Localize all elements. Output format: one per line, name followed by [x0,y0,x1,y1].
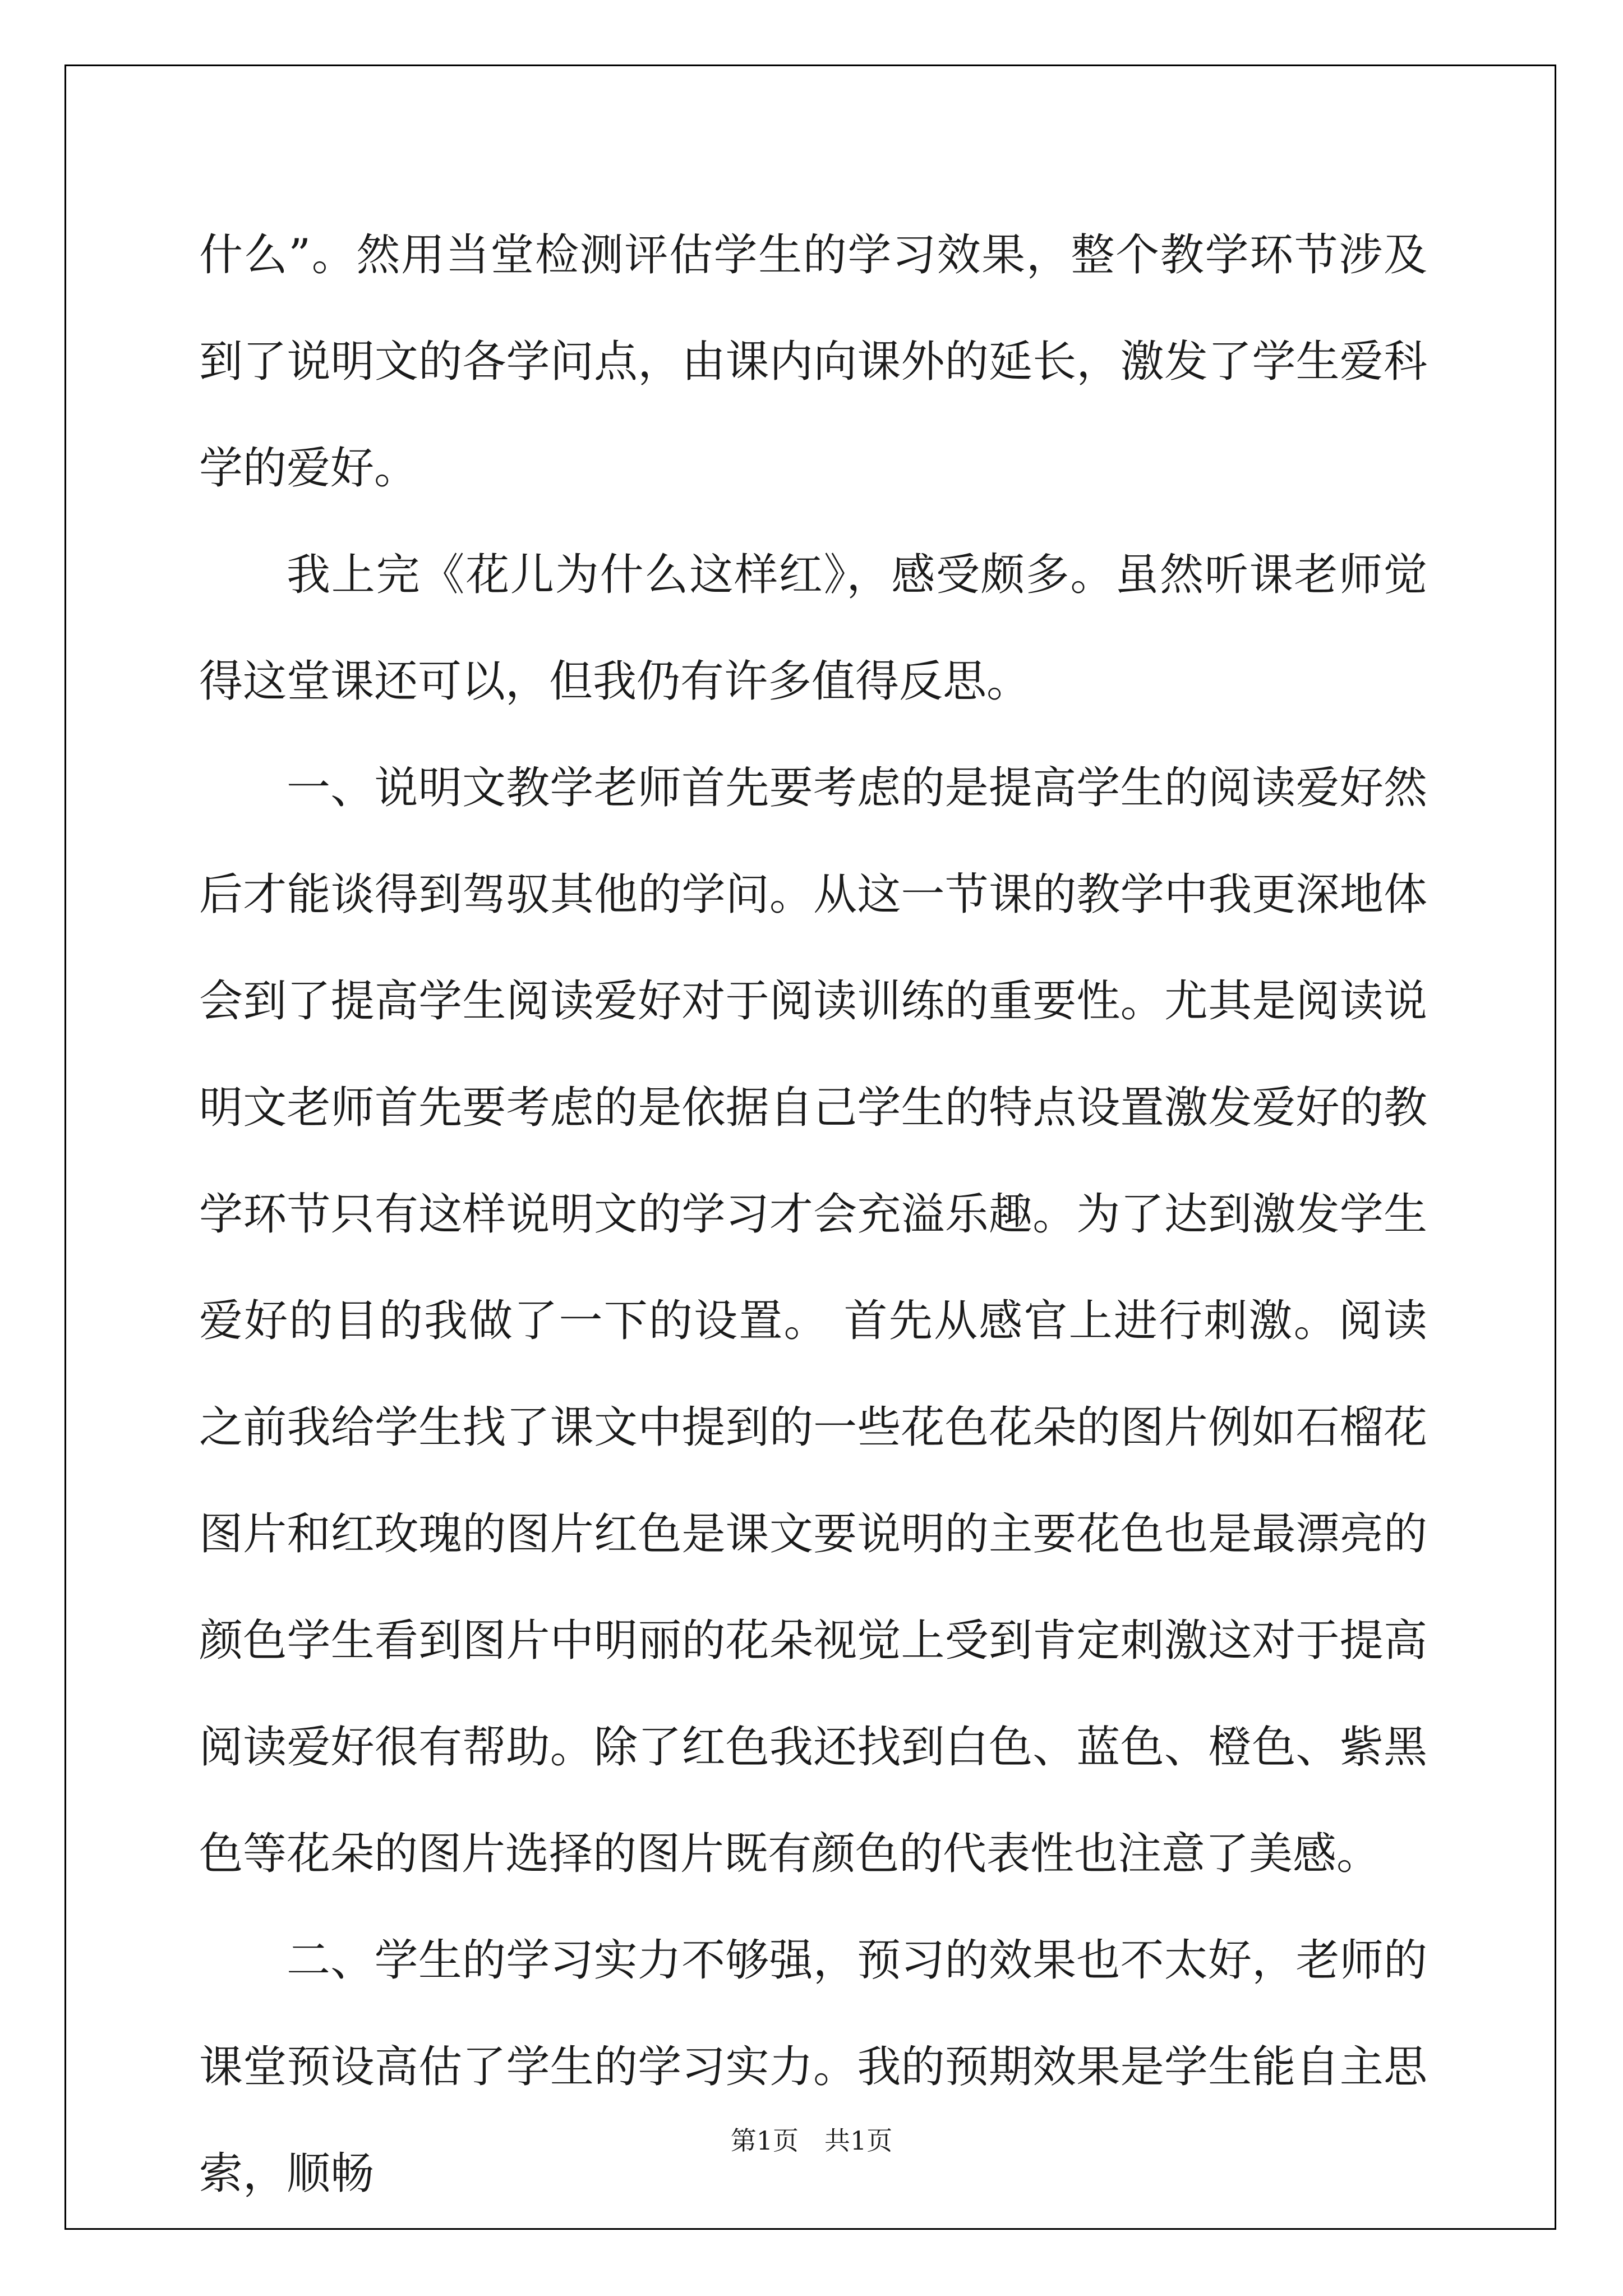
paragraph-3: 一、说明文教学老师首先要考虑的是提高学生的阅读爱好然后才能谈得到驾驭其他的学问。从这一节课的教学中我更深地体会到了提高学生阅读爱好对于阅读训练的重要性。尤其是阅读说明文老师首先要考虑的是依据自己学生的特点设置激发爱好的教学环节只有这样说明文的学习才会充溢乐趣。为了达到激发学生爱好的目的我做了一下的设置。 首先从感官上进行刺激。阅读之前我给学生找了课文中提到的一些花色花朵的图片例如石榴花图片和红玫瑰的图片红色是课文要说明的主要花色也是最漂亮的颜色学生看到图片中明丽的花朵视觉上受到肯定刺激这对于提高阅读爱好很有帮助。除了红色我还找到白色、蓝色、橙色、紫黑色等花朵的图片选择的图片既有颜色的代表性也注意了美感。 [199,763,1427,1879]
page-number-footer: 第1页 共1页 [730,2125,893,2156]
document-body [199,202,1427,2227]
paragraph-1: 什么”。然用当堂检测评估学生的学习效果，整个教学环节涉及到了说明文的各学问点，由课内向课外的延长，激发了学生爱科学的爱好。 [199,230,1427,494]
paragraph-4: 二、学生的学习实力不够强，预习的效果也不太好，老师的课堂预设高估了学生的学习实力。我的预期效果是学生能自主思索，顺畅 [199,1935,1427,2199]
paragraph-2: 我上完《花儿为什么这样红》，感受颇多。虽然听课老师觉得这堂课还可以，但我仍有许多值得反思。 [199,550,1427,707]
